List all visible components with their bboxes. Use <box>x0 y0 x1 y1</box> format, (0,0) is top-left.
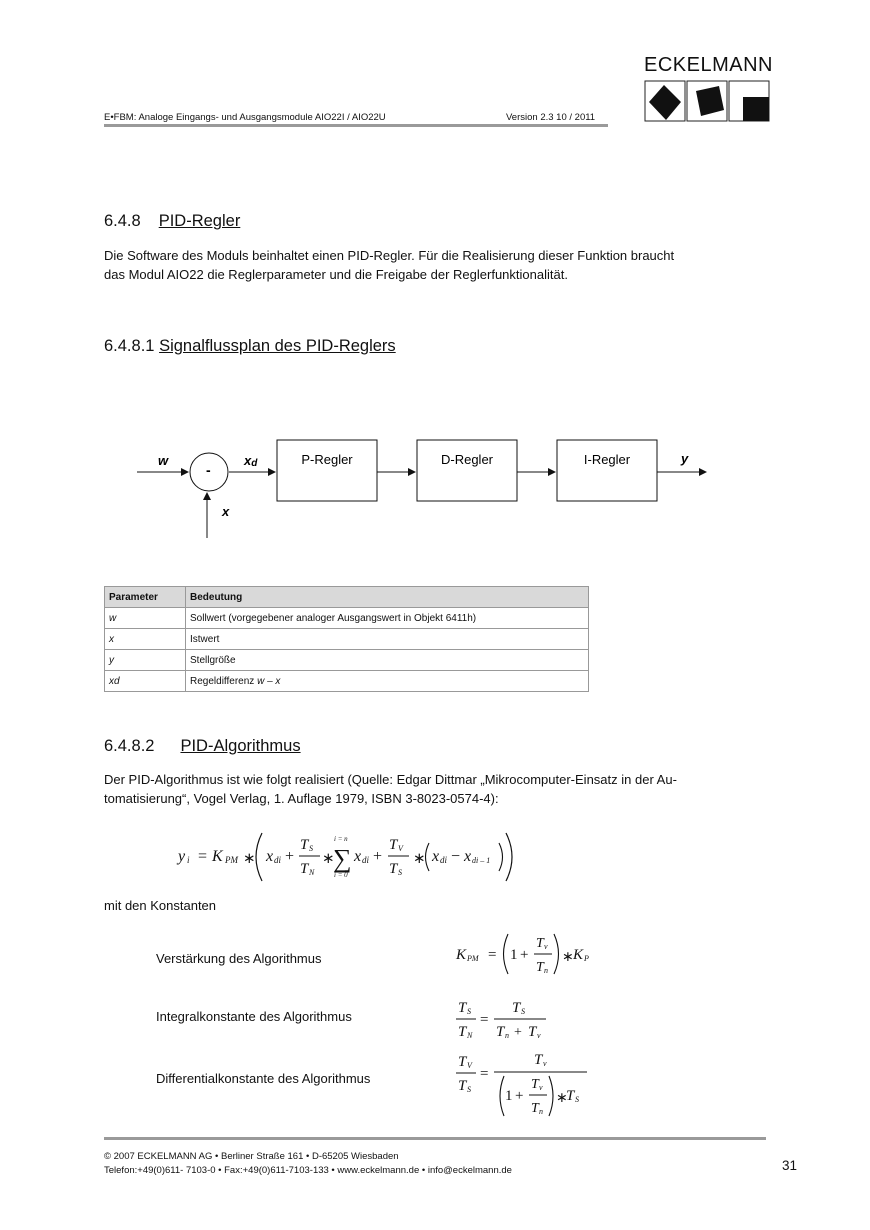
table-cell-param: y <box>105 650 186 671</box>
svg-text:n: n <box>505 1031 509 1040</box>
svg-text:x: x <box>266 848 274 865</box>
block-d-regler <box>417 440 517 501</box>
svg-text:T: T <box>458 1024 467 1040</box>
table-cell-meaning: Sollwert (vorgegebener analoger Ausgangswert in Objekt 6411h) <box>186 608 589 629</box>
svg-text:y: y <box>178 848 186 865</box>
svg-text:i = n: i = n <box>334 835 348 843</box>
table-row <box>105 608 589 629</box>
svg-text:V: V <box>467 1061 472 1070</box>
svg-text:T: T <box>496 1024 505 1040</box>
svg-text:+: + <box>285 848 295 865</box>
svg-text:x: x <box>354 848 362 865</box>
footer-rule <box>104 1137 766 1140</box>
svg-text:PM: PM <box>225 855 238 865</box>
svg-text:S: S <box>575 1095 579 1104</box>
svg-text:S: S <box>467 1007 471 1016</box>
svg-text:K: K <box>456 947 467 963</box>
svg-text:=: = <box>480 1066 489 1082</box>
svg-text:N: N <box>309 868 315 877</box>
company-logo-text: ECKELMANN <box>644 54 773 76</box>
svg-text:v: v <box>537 1031 541 1040</box>
svg-text:P: P <box>584 954 589 963</box>
formula-ts-tn <box>452 992 612 1044</box>
svg-text:T: T <box>458 1054 467 1070</box>
svg-text:T: T <box>531 1077 539 1092</box>
table-header-parameter: Parameter <box>105 587 186 608</box>
svg-text:∗: ∗ <box>243 851 256 867</box>
label-w: w <box>158 453 169 468</box>
block-i-regler <box>557 440 657 501</box>
svg-text:S: S <box>467 1085 471 1094</box>
svg-text:T: T <box>534 1052 543 1068</box>
label-xd: xd <box>244 453 258 469</box>
constant-label-differential: Differentialkonstante des Algorithmus <box>156 1071 371 1086</box>
svg-text:∗: ∗ <box>413 851 426 867</box>
table-header-bedeutung: Bedeutung <box>186 587 589 608</box>
block-p-regler <box>277 440 377 501</box>
svg-text:di – 1: di – 1 <box>472 856 491 865</box>
svg-text:∗: ∗ <box>556 1091 568 1106</box>
svg-text:T: T <box>528 1024 537 1040</box>
svg-text:+: + <box>515 1088 524 1104</box>
label-y: y <box>681 451 689 466</box>
parameter-table <box>104 586 589 692</box>
svg-text:=: = <box>488 947 497 963</box>
svg-text:T: T <box>566 1088 575 1104</box>
svg-text:K: K <box>573 947 584 963</box>
label-minus: - <box>206 462 211 478</box>
svg-text:∑: ∑ <box>333 844 352 873</box>
section-heading-6481: 6.4.8.1 Signalflussplan des PID-Reglers <box>104 337 396 355</box>
header-doc-title: E•FBM: Analoge Eingangs- und Ausgangsmodule AIO22I / AIO22U <box>104 112 386 123</box>
svg-text:T: T <box>389 861 398 877</box>
footer-address: © 2007 ECKELMANN AG • Berliner Straße 161 • D-65205 Wiesbaden <box>104 1151 399 1162</box>
svg-text:V: V <box>398 844 403 853</box>
svg-text:T: T <box>389 837 398 853</box>
svg-text:n: n <box>539 1107 543 1116</box>
signal-flow-diagram <box>0 420 870 550</box>
table-row <box>105 650 589 671</box>
svg-text:v: v <box>544 942 548 951</box>
section-648-text-line1: Die Software des Moduls beinhaltet einen PID-Regler. Für die Realisierung dieser Funktion braucht <box>104 248 675 263</box>
svg-text:n: n <box>544 966 548 975</box>
svg-text:+: + <box>373 848 383 865</box>
constant-label-verstaerkung: Verstärkung des Algorithmus <box>156 951 322 966</box>
svg-text:−: − <box>451 848 461 865</box>
svg-text:di: di <box>440 855 448 865</box>
header-rule <box>104 124 608 127</box>
label-x: x <box>222 504 230 519</box>
table-cell-param: x <box>105 629 186 650</box>
block-i-label: I-Regler <box>583 452 631 467</box>
svg-text:S: S <box>398 868 402 877</box>
svg-text:i = 0: i = 0 <box>334 871 348 879</box>
section-heading-648: 6.4.8 PID-Regler <box>104 212 241 230</box>
table-cell-param: xd <box>105 671 186 692</box>
formula-kpm <box>452 926 612 982</box>
svg-text:T: T <box>512 1000 521 1016</box>
svg-text:S: S <box>309 844 313 853</box>
svg-text:PM: PM <box>467 954 479 963</box>
svg-text:=: = <box>480 1012 489 1028</box>
svg-text:S: S <box>521 1007 525 1016</box>
svg-text:v: v <box>543 1059 547 1068</box>
svg-text:v: v <box>539 1083 543 1092</box>
svg-text:T: T <box>458 1000 467 1016</box>
svg-text:∗: ∗ <box>322 851 335 867</box>
section-648-text-line2: das Modul AIO22 die Reglerparameter und die Freigabe der Reglerfunktionalität. <box>104 267 568 282</box>
table-row <box>105 629 589 650</box>
table-header-row <box>105 587 589 608</box>
svg-text:T: T <box>300 861 309 877</box>
svg-text:x: x <box>464 848 472 865</box>
svg-text:1: 1 <box>510 947 518 963</box>
svg-text:i: i <box>187 855 190 865</box>
svg-text:∗: ∗ <box>562 950 574 965</box>
svg-text:x: x <box>432 848 440 865</box>
block-d-label: D-Regler <box>440 452 494 467</box>
section-heading-6482: 6.4.8.2 PID-Algorithmus <box>104 737 301 755</box>
svg-text:T: T <box>458 1078 467 1094</box>
svg-text:+: + <box>514 1025 522 1040</box>
table-cell-meaning: Stellgröße <box>186 650 589 671</box>
svg-text:K: K <box>212 848 223 865</box>
header-version: Version 2.3 10 / 2011 <box>506 112 596 123</box>
section-6482-text-line2: tomatisierung“, Vogel Verlag, 1. Auflage 1979, ISBN 3-8023-0574-4): <box>104 791 499 806</box>
svg-text:T: T <box>300 837 309 853</box>
svg-text:+: + <box>520 947 529 963</box>
company-logo-icon <box>644 80 770 122</box>
svg-text:T: T <box>536 960 544 975</box>
svg-text:di: di <box>362 855 370 865</box>
table-row <box>105 671 589 692</box>
svg-text:T: T <box>531 1101 539 1116</box>
svg-text:di: di <box>274 855 282 865</box>
table-cell-meaning: Regeldifferenz w – x <box>186 671 589 692</box>
svg-text:=: = <box>198 848 208 865</box>
formula-tv-ts <box>452 1048 612 1120</box>
constants-intro: mit den Konstanten <box>104 898 217 913</box>
page-number: 31 <box>782 1158 798 1173</box>
table-cell-param: w <box>105 608 186 629</box>
svg-text:T: T <box>536 936 544 951</box>
svg-text:1: 1 <box>505 1088 513 1104</box>
footer-contact: Telefon:+49(0)611- 7103-0 • Fax:+49(0)611-7103-133 • www.eckelmann.de • info@eckelmann.de <box>104 1165 512 1176</box>
constant-label-integral: Integralkonstante des Algorithmus <box>156 1009 352 1024</box>
pid-formula <box>170 825 520 890</box>
table-cell-meaning: Istwert <box>186 629 589 650</box>
svg-text:N: N <box>467 1031 473 1040</box>
block-p-label: P-Regler <box>301 452 353 467</box>
section-6482-text-line1: Der PID-Algorithmus ist wie folgt realisiert (Quelle: Edgar Dittmar „Mikrocomputer-Einsatz in der Au- <box>104 772 677 787</box>
